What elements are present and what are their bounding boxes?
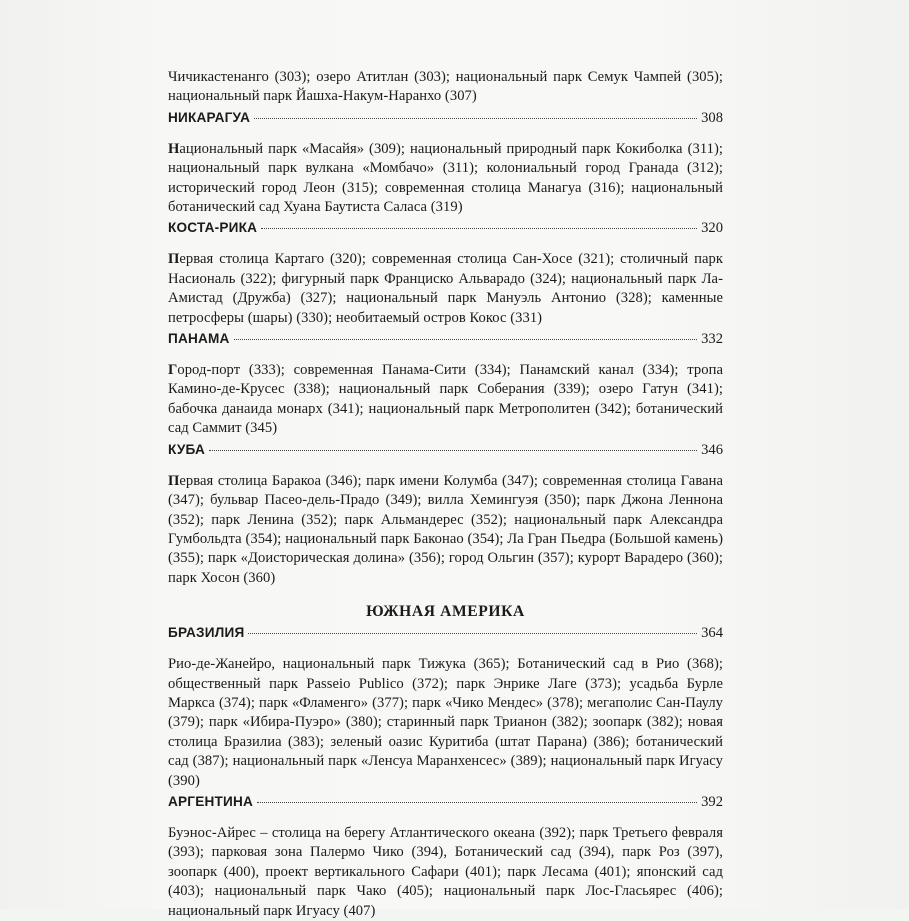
entry-header [168,794,723,816]
toc-entry-costa-rica [168,220,723,328]
initial-letter: П [168,472,180,489]
toc-entry-cuba [168,442,723,588]
intro-paragraph: Чичикастенанго (303); озеро Атитлан (303); национальный парк Семук Чампей (305); национальный парк Йашха-Накум-Наранхо (307) [168,69,723,105]
entry-header [168,442,723,464]
toc-content [168,68,723,921]
entry-body: Буэнос-Айрес – столица на берегу Атлантического океана (392); парк Третьего февраля (393); парковая зона Палермо Чико (394), Ботанический сад (394), парк Роз (397), зоопарк (400), проект вертикального Сафари (401); парк Лесама (401); японский сад (403); национальный парк Чако (405); национальный парк Лос-Гласьярес (406); национальный парк Игуасу (407) [168,824,723,919]
toc-entry-nicaragua [168,110,723,218]
initial-letter: Н [168,140,180,157]
leader-dots [254,118,697,119]
entry-body [168,361,723,439]
initial-letter: П [168,251,180,268]
entry-body-text: ервая столица Картаго (320); современная столица Сан-Хосе (321); столичный парк Насиональ (322); фигурный парк Франциско Альварадо (324); национальный парк Ла-Амистад (Дружба) (327); национальный парк Мануэль Антонио (328); каменные петросферы (шары) (330); необитаемый остров Кокос (331) [168,251,723,326]
section-heading: ЮЖНАЯ АМЕРИКА [366,603,525,621]
entry-header [168,331,723,353]
entry-body-text: ациональный парк «Масайя» (309); национальный природный парк Кокиболка (311); национальный парк вулкана «Момбачо» (311); колониальный город Гранада (312); исторический город Леон (315); современная столица Манагуа (316); национальный ботанический сад Хуана Баутиста Саласа (319) [168,140,723,216]
initial-letter: Г [168,362,178,379]
entry-title: АРГЕНТИНА [168,793,253,809]
entry-title: БРАЗИЛИЯ [168,625,245,641]
entry-body [168,250,723,328]
toc-entry-panama [168,331,723,439]
entry-body [168,472,723,588]
entry-page-number: 320 [701,220,723,237]
leader-dots [248,633,697,634]
leader-dots [234,339,698,340]
leader-dots [209,450,697,451]
entry-header [168,625,723,647]
entry-page-number: 392 [701,793,723,810]
entry-body: Рио-де-Жанейро, национальный парк Тижука (365); Ботанический сад в Рио (368); общественный парк Passeio Publico (372); парк Энрике Лаге (373); усадьба Бурле Маркса (374); парк «Фламенго» (377); парк «Чико Мендес» (378); мегаполис Сан-Паулу (379); парк «Ибира-Пуэро» (380); старинный парк Трианон (382); зоопарк (382); новая столица Бразилиа (383); зеленый оазис Куритиба (штат Парана) (386); ботанический сад (387); национальный парк «Ленсуа Маранхенсес» (389); национальный парк Игуасу (390) [168,656,723,789]
entry-header [168,220,723,242]
leader-dots [261,228,697,229]
leader-dots [257,802,697,803]
entry-title: КОСТА-РИКА [168,220,258,236]
toc-entry-brazil [168,625,723,791]
entry-page-number: 364 [701,625,723,642]
entry-page-number: 346 [701,441,723,458]
entry-page-number: 332 [701,331,723,348]
entry-title: НИКАРАГУА [168,109,251,125]
entry-title: ПАНАМА [168,331,230,347]
entry-header [168,110,723,132]
entry-body-text: ервая столица Баракоа (346); парк имени Колумба (347); современная столица Гавана (347); бульвар Пасео-дель-Прадо (349); вилла Хемингуэя (350); парк Джона Леннона (352); парк Ленина (352); парк Альмандерес (352); национальный парк Александра Гумбольдта (354); национальный парк Баконао (354); Ла Гран Пьедра (Большой камень) (355); парк «Доисторическая долина» (356); город Ольгин (357); курорт Варадеро (360); парк Хосон (360) [168,472,723,586]
entry-body-text: ород-порт (333); современная Панама-Сити (334); Панамский канал (334); тропа Камино-де-Крусес (338); национальный парк Соберания (339); озеро Гатун (341); бабочка данаида монарх (341); национальный парк Метрополитен (342); ботанический сад Саммит (345) [168,362,723,437]
entry-body [168,140,723,218]
entry-title: КУБА [168,441,205,457]
entry-page-number: 308 [701,109,723,126]
toc-entry-argentina [168,794,723,921]
